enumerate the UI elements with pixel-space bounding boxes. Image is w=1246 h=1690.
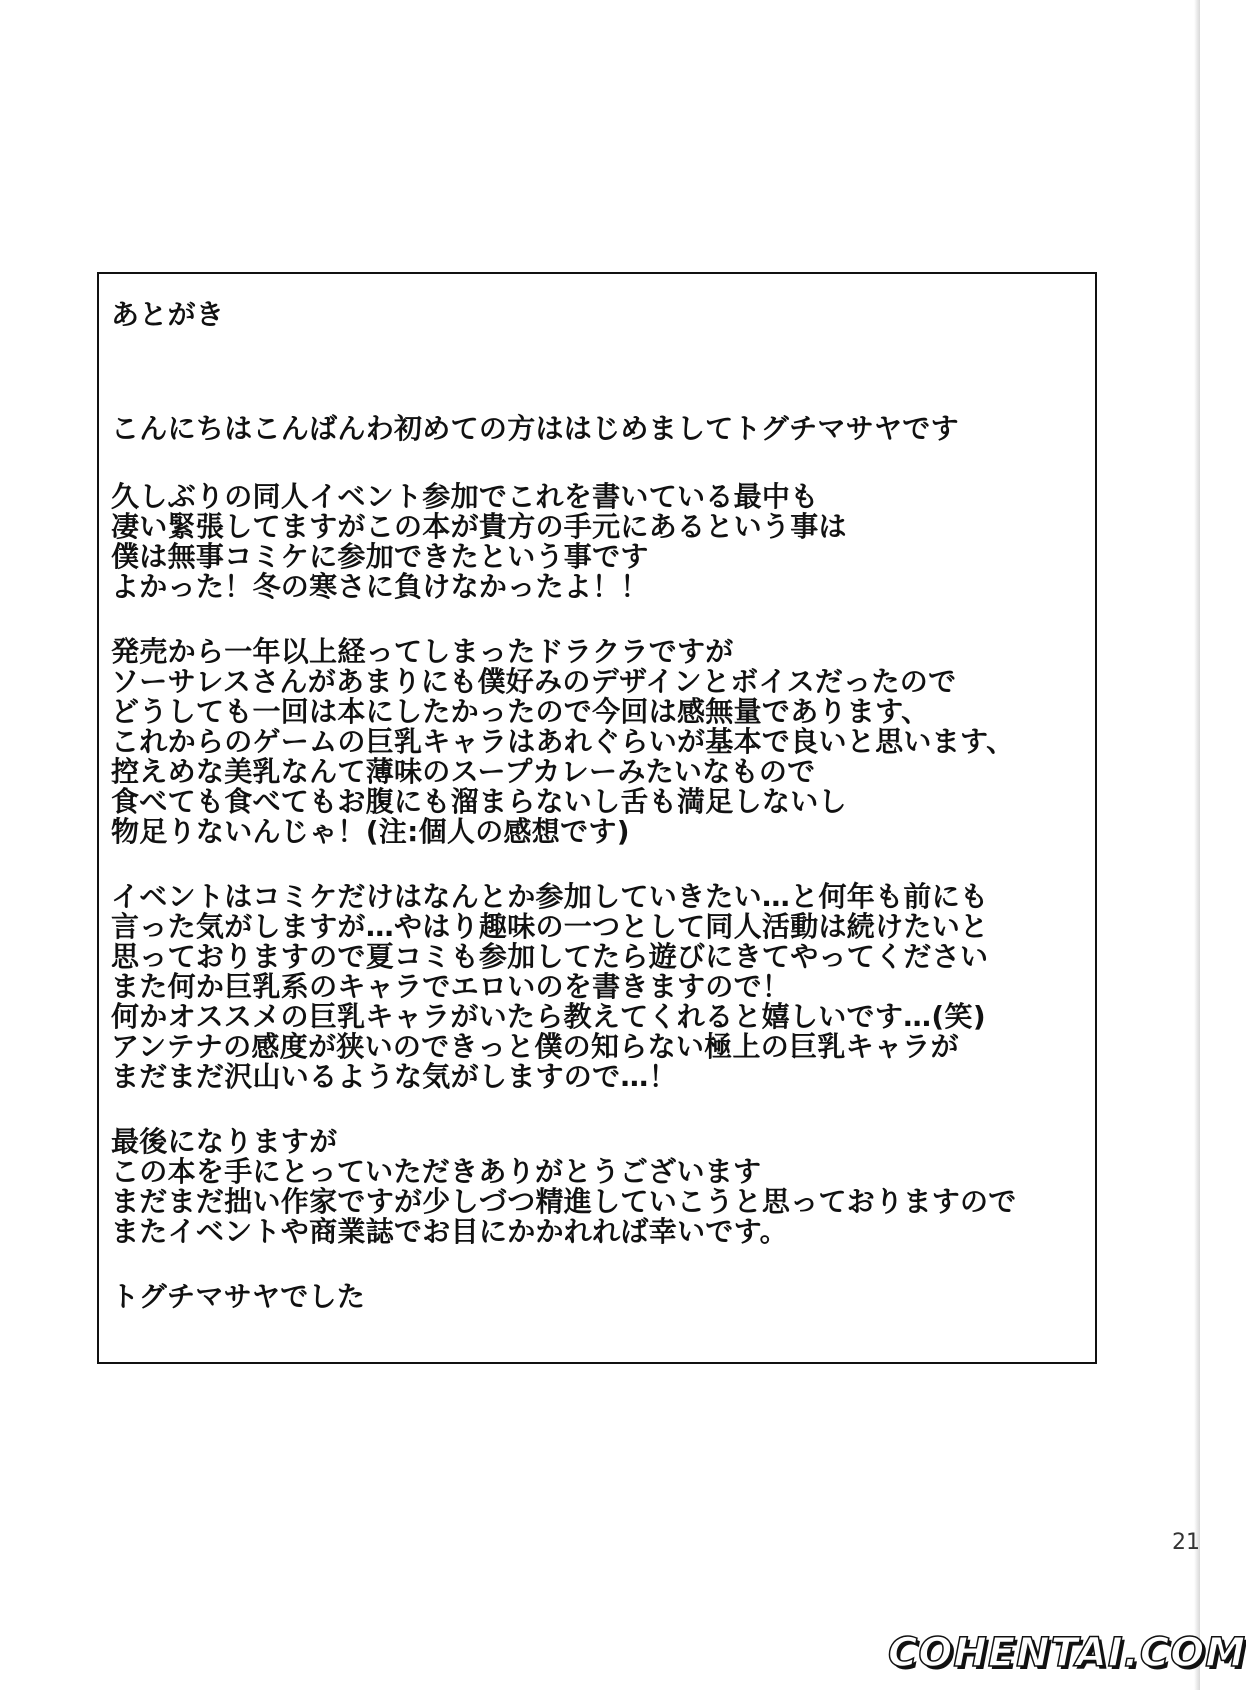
text-line: どうしても一回は本にしたかったので今回は感無量であります、 bbox=[111, 695, 930, 728]
text-line: まだまだ拙い作家ですが少しづつ精進していこうと思っておりますので bbox=[111, 1185, 1017, 1218]
text-line: 控えめな美乳なんて薄味のスープカレーみたいなもので bbox=[111, 755, 816, 788]
paragraph-events bbox=[111, 882, 1091, 1092]
text-line: また何か巨乳系のキャラでエロいのを書きますので！ bbox=[111, 970, 791, 1003]
text-line: 久しぶりの同人イベント参加でこれを書いている最中も bbox=[111, 480, 819, 513]
text-line: この本を手にとっていただきありがとうございます bbox=[111, 1155, 762, 1188]
text-line: ソーサレスさんがあまりにも僕好みのデザインとボイスだったので bbox=[111, 665, 957, 698]
text-line: これからのゲームの巨乳キャラはあれぐらいが基本で良いと思います、 bbox=[111, 725, 1015, 758]
text-line: 思っておりますので夏コミも参加してたら遊びにきてやってください bbox=[111, 940, 989, 973]
text-line: アンテナの感度が狭いのできっと僕の知らない極上の巨乳キャラが bbox=[111, 1030, 959, 1063]
text-line: 食べても食べてもお腹にも溜まらないし舌も満足しないし bbox=[111, 785, 847, 818]
text-line: 凄い緊張してますがこの本が貴方の手元にあるという事は bbox=[111, 510, 847, 543]
text-line: まだまだ沢山いるような気がしますので…！ bbox=[111, 1060, 678, 1093]
paragraph-closing bbox=[111, 1127, 1091, 1247]
page-number: 21 bbox=[1172, 1530, 1200, 1555]
text-line: またイベントや商業誌でお目にかかれれば幸いです。 bbox=[111, 1215, 788, 1248]
greeting-line: こんにちはこんばんわ初めての方ははじめましてトグチマサヤです bbox=[111, 412, 959, 445]
text-line: 発売から一年以上経ってしまったドラクラですが bbox=[111, 635, 734, 668]
text-line: 物足りないんじゃ！(注:個人の感想です) bbox=[111, 815, 630, 848]
signoff-line: トグチマサヤでした bbox=[111, 1280, 366, 1313]
paragraph-sorceress bbox=[111, 637, 1091, 847]
text-line: 僕は無事コミケに参加できたという事です bbox=[111, 540, 649, 573]
site-watermark: COHENTAI.COM bbox=[888, 1630, 1246, 1676]
text-line: 言った気がしますが…やはり趣味の一つとして同人活動は続けたいと bbox=[111, 910, 989, 943]
text-line: 何かオススメの巨乳キャラがいたら教えてくれると嬉しいです…(笑) bbox=[111, 1000, 986, 1033]
signoff-paragraph bbox=[111, 1282, 1091, 1312]
greeting-paragraph bbox=[111, 414, 1091, 444]
afterword-text bbox=[111, 300, 1091, 1312]
text-line: よかった！冬の寒さに負けなかったよ！！ bbox=[111, 570, 649, 603]
scan-edge bbox=[1194, 0, 1200, 1690]
text-line: イベントはコミケだけはなんとか参加していきたい…と何年も前にも bbox=[111, 880, 989, 913]
text-line: 最後になりますが bbox=[111, 1125, 338, 1158]
paragraph-event-participation bbox=[111, 482, 1091, 602]
afterword-title: あとがき bbox=[111, 298, 225, 331]
